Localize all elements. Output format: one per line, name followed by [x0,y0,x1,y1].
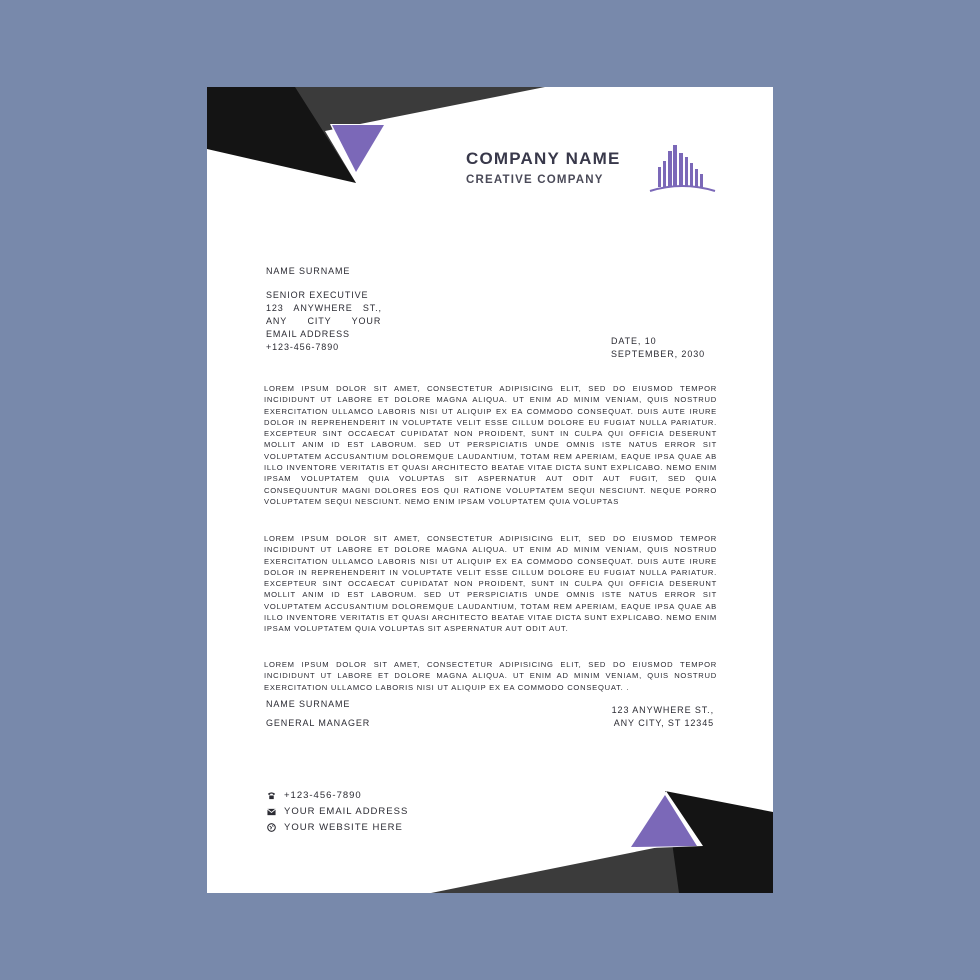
globe-icon [267,823,276,832]
footer-phone-text: +123-456-7890 [284,790,362,801]
sender-name: NAME SURNAME [266,266,351,276]
signature-name: NAME SURNAME [266,699,351,709]
letterhead-page [207,87,773,893]
company-name: COMPANY NAME [466,149,621,168]
body-paragraph-3: LOREM IPSUM DOLOR SIT AMET, CONSECTETUR ADIPISICING ELIT, SED DO EIUSMOD TEMPOR INCIDIDUNT UT LABORE ET DOLORE MAGNA ALIQUA. UT ENIM AD MINIM VENIAM, QUIS NOSTRUD EXERCITATION ULLAMCO LABORIS NISI UT ALIQUIP EX EA COMMODO CONSEQUAT. . [264,660,717,692]
company-tagline: CREATIVE COMPANY [466,174,604,186]
sender-address-line2: ANY CITY YOUR [266,316,382,326]
footer-website-text: YOUR WEBSITE HERE [284,822,403,833]
footer-website [267,822,403,833]
sender-phone: +123-456-7890 [266,342,340,352]
address-line2: ANY CITY, ST 12345 [613,718,714,728]
signature-title: GENERAL MANAGER [266,718,371,728]
address-line1: 123 ANYWHERE ST., [611,705,714,715]
body-paragraph-1: LOREM IPSUM DOLOR SIT AMET, CONSECTETUR ADIPISICING ELIT, SED DO EIUSMOD TEMPOR INCIDIDUNT UT LABORE ET DOLORE MAGNA ALIQUA. UT ENIM AD MINIM VENIAM, QUIS NOSTRUD EXERCITATION ULLAMCO LABORIS NISI UT ALIQUIP EX EA COMMODO CONSEQUAT. DUIS AUTE IRURE DOLOR IN REPREHENDERIT IN VOLUPTATE VELIT ESSE CILLUM DOLORE EU FUGIAT NULLA PARIATUR. EXCEPTEUR SINT OCCAECAT CUPIDATAT NON PROIDENT, SUNT IN CULPA QUI OFFICIA DESERUNT MOLLIT ANIM ID EST LABORUM. SED UT PERSPICIATIS UNDE OMNIS ISTE NATUS ERROR SIT VOLUPTATEM ACCUSANTIUM DOLOREMQUE LAUDANTIUM, TOTAM REM APERIAM, EAQUE IPSA QUAE AB ILLO INVENTORE VERITATIS ET QUASI ARCHITECTO BEATAE VITAE DICTA SUNT EXPLICABO. NEMO ENIM IPSAM VOLUPTATEM QUIA VOLUPTAS SIT ASPERNATUR AUT ODIT AUT FUGIT, SED QUIA CONSEQUUNTUR MAGNI DOLORES EOS QUI RATIONE VOLUPTATEM SEQUI NESCIUNT. NEQUE PORRO VOLUPTATEM SEQUI NESCIUNT. NEMO ENIM IPSAM VOLUPTATEM QUIA VOLUPTAS [264,384,717,506]
envelope-icon [267,808,276,816]
footer-email-text: YOUR EMAIL ADDRESS [284,806,409,817]
body-paragraph-2: LOREM IPSUM DOLOR SIT AMET, CONSECTETUR ADIPISICING ELIT, SED DO EIUSMOD TEMPOR INCIDIDUNT UT LABORE ET DOLORE MAGNA ALIQUA. UT ENIM AD MINIM VENIAM, QUIS NOSTRUD EXERCITATION ULLAMCO LABORIS NISI UT ALIQUIP EX EA COMMODO CONSEQUAT. DUIS AUTE IRURE DOLOR IN REPREHENDERIT IN VOLUPTATE VELIT ESSE CILLUM DOLORE EU FUGIAT NULLA PARIATUR. EXCEPTEUR SINT OCCAECAT CUPIDATAT NON PROIDENT, SUNT IN CULPA QUI OFFICIA DESERUNT MOLLIT ANIM ID EST LABORUM. SED UT PERSPICIATIS UNDE OMNIS ISTE NATUS ERROR SIT VOLUPTATEM ACCUSANTIUM DOLOREMQUE LAUDANTIUM, TOTAM REM APERIAM, EAQUE IPSA QUAE AB ILLO INVENTORE VERITATIS ET QUASI ARCHITECTO BEATAE VITAE DICTA SUNT EXPLICABO. NEMO ENIM IPSAM VOLUPTATEM QUIA VOLUPTAS SIT ASPERNATUR AUT ODIT AUT. [264,534,717,634]
phone-icon [267,791,276,800]
date-line2: SEPTEMBER, 2030 [611,349,706,359]
sender-email: EMAIL ADDRESS [266,329,350,339]
sender-address-line1: 123 ANYWHERE ST., [266,303,382,313]
city-buildings-logo-icon [647,141,717,193]
sender-title: SENIOR EXECUTIVE [266,290,369,300]
date-line1: DATE, 10 [611,336,657,346]
footer-email [267,806,408,817]
footer-phone [267,790,362,801]
